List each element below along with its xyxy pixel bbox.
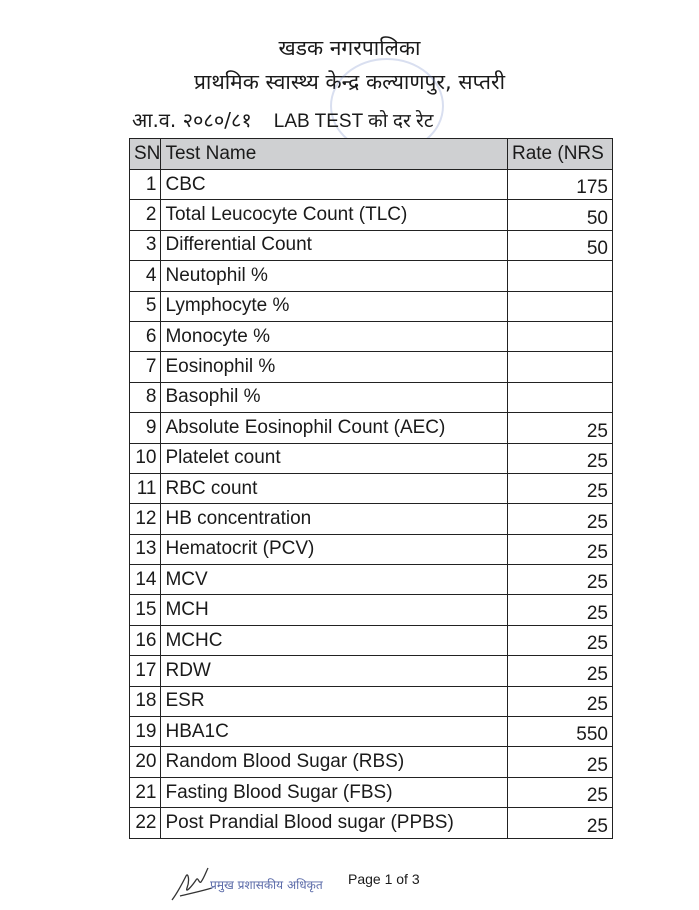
row-sn: 19 (130, 717, 161, 747)
row-test-name: ESR (161, 686, 507, 716)
lab-rate-table (129, 138, 613, 839)
row-test-name: CBC (161, 170, 507, 200)
table-row (130, 595, 613, 625)
table-row (130, 504, 613, 534)
row-rate: 25 (507, 473, 612, 503)
table-header-row (130, 139, 613, 170)
row-sn: 21 (130, 777, 161, 807)
row-sn: 17 (130, 656, 161, 686)
table-row (130, 170, 613, 200)
table-row (130, 291, 613, 321)
row-rate: 25 (507, 565, 612, 595)
table-row (130, 473, 613, 503)
row-sn: 6 (130, 321, 161, 351)
row-rate: 25 (507, 808, 612, 838)
row-sn: 4 (130, 261, 161, 291)
table-row (130, 777, 613, 807)
row-sn: 7 (130, 352, 161, 382)
row-test-name: Lymphocyte % (161, 291, 507, 321)
table-row (130, 625, 613, 655)
row-test-name: MCH (161, 595, 507, 625)
table-row (130, 534, 613, 564)
row-rate: 25 (507, 656, 612, 686)
table-row (130, 321, 613, 351)
row-test-name: HBA1C (161, 717, 507, 747)
document-subtitle (132, 106, 433, 133)
row-sn: 18 (130, 686, 161, 716)
row-test-name: Post Prandial Blood sugar (PPBS) (161, 808, 507, 838)
row-rate (507, 352, 612, 382)
row-sn: 9 (130, 413, 161, 443)
row-sn: 8 (130, 382, 161, 412)
row-test-name: Eosinophil % (161, 352, 507, 382)
table-row (130, 717, 613, 747)
row-test-name: Platelet count (161, 443, 507, 473)
row-test-name: Total Leucocyte Count (TLC) (161, 200, 507, 230)
row-sn: 15 (130, 595, 161, 625)
row-test-name: HB concentration (161, 504, 507, 534)
row-rate: 25 (507, 443, 612, 473)
row-rate: 25 (507, 747, 612, 777)
table-row (130, 200, 613, 230)
table-row (130, 656, 613, 686)
row-rate: 175 (507, 170, 612, 200)
row-rate: 25 (507, 595, 612, 625)
row-test-name: Neutophil % (161, 261, 507, 291)
row-rate (507, 291, 612, 321)
row-rate: 25 (507, 686, 612, 716)
table-row (130, 808, 613, 838)
row-rate (507, 261, 612, 291)
row-test-name: Differential Count (161, 230, 507, 260)
row-sn: 2 (130, 200, 161, 230)
fiscal-year: आ.व. २०८०/८१ (132, 108, 252, 132)
row-sn: 11 (130, 473, 161, 503)
municipality-name: खडक नगरपालिका (278, 36, 421, 60)
row-sn: 16 (130, 625, 161, 655)
row-rate: 25 (507, 413, 612, 443)
row-sn: 20 (130, 747, 161, 777)
row-sn: 13 (130, 534, 161, 564)
column-header-test-name: Test Name (161, 139, 507, 170)
row-test-name: RDW (161, 656, 507, 686)
subtitle-text: LAB TEST को दर रेट (273, 111, 434, 132)
row-rate: 550 (507, 717, 612, 747)
row-test-name: Random Blood Sugar (RBS) (161, 747, 507, 777)
row-sn: 14 (130, 565, 161, 595)
row-test-name: Monocyte % (161, 321, 507, 351)
health-center-name: प्राथमिक स्वास्थ्य केन्द्र कल्याणपुर, सप्तरी (193, 70, 506, 94)
row-sn: 22 (130, 808, 161, 838)
table-row (130, 747, 613, 777)
table-row (130, 565, 613, 595)
table-row (130, 261, 613, 291)
row-sn: 12 (130, 504, 161, 534)
row-rate (507, 321, 612, 351)
row-rate: 25 (507, 625, 612, 655)
row-test-name: Hematocrit (PCV) (161, 534, 507, 564)
page-number: Page 1 of 3 (348, 871, 420, 887)
row-sn: 1 (130, 170, 161, 200)
table-row (130, 230, 613, 260)
row-sn: 5 (130, 291, 161, 321)
row-rate (507, 382, 612, 412)
column-header-rate: Rate (NRS (507, 139, 612, 170)
row-test-name: Basophil % (161, 382, 507, 412)
table-body (130, 170, 613, 839)
row-test-name: MCV (161, 565, 507, 595)
row-rate: 50 (507, 230, 612, 260)
row-test-name: MCHC (161, 625, 507, 655)
table-row (130, 352, 613, 382)
column-header-sn: SN (130, 139, 161, 170)
table-row (130, 382, 613, 412)
row-sn: 3 (130, 230, 161, 260)
row-rate: 25 (507, 504, 612, 534)
table-row (130, 413, 613, 443)
signatory-title: प्रमुख प्रशासकीय अधिकृत (210, 878, 323, 892)
row-test-name: RBC count (161, 473, 507, 503)
row-sn: 10 (130, 443, 161, 473)
table-row (130, 443, 613, 473)
table-row (130, 686, 613, 716)
row-rate: 25 (507, 534, 612, 564)
row-rate: 50 (507, 200, 612, 230)
row-test-name: Fasting Blood Sugar (FBS) (161, 777, 507, 807)
row-rate: 25 (507, 777, 612, 807)
row-test-name: Absolute Eosinophil Count (AEC) (161, 413, 507, 443)
